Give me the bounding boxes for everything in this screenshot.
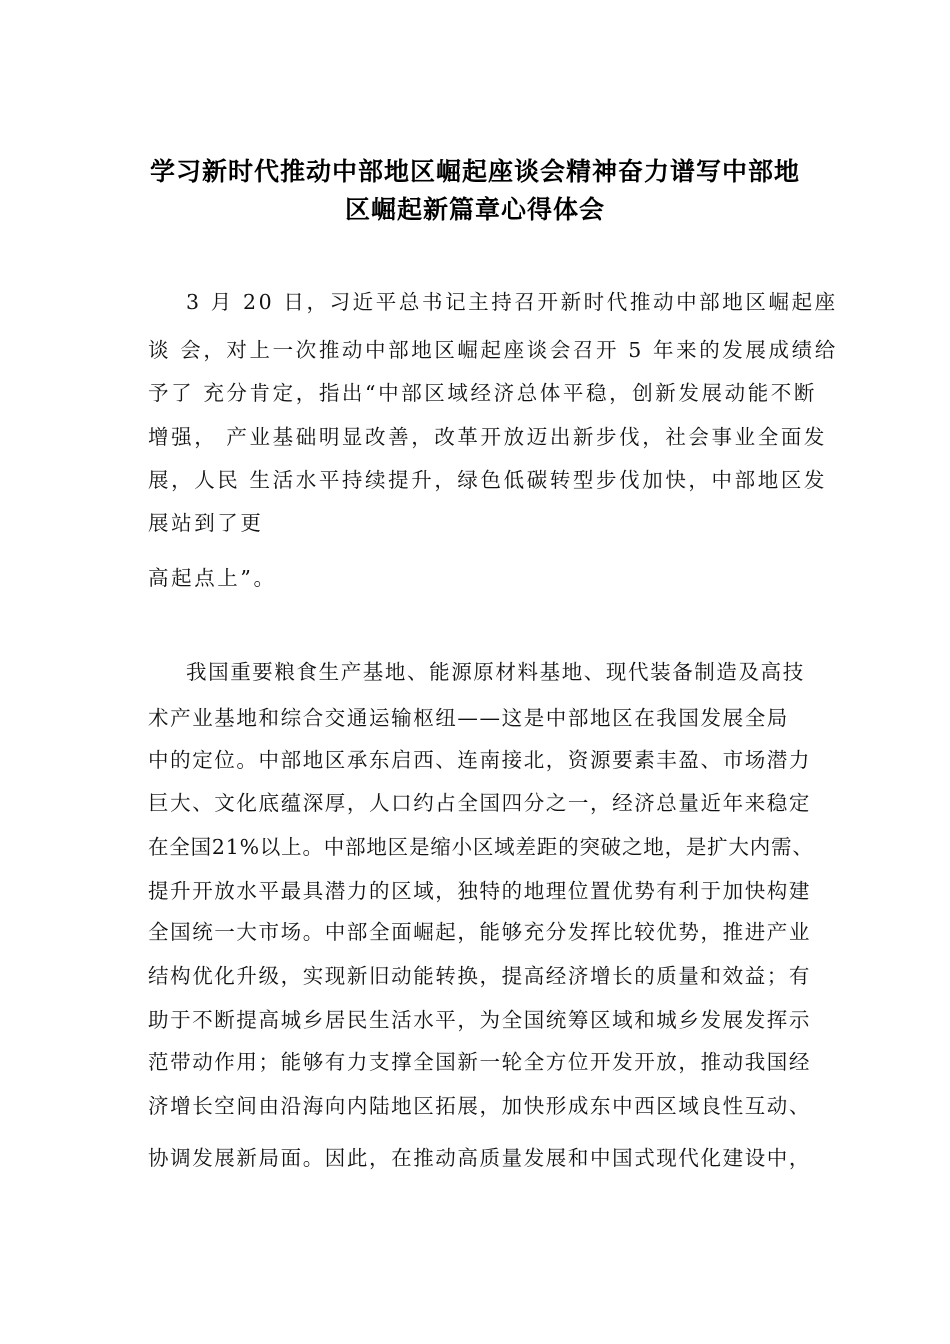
paragraph-1-line-7: 高起点上”。: [148, 566, 277, 590]
paragraph-1-line-1: 3 月 20 日，习近平总书记主持召开新时代推动中部地区崛起座: [186, 290, 838, 314]
paragraph-2-line-9: 助于不断提高城乡居民生活水平，为全国统筹区域和城乡发展发挥示: [148, 1008, 811, 1032]
paragraph-2-line-10: 范带动作用；能够有力支撑全国新一轮全方位开发开放，推动我国经: [148, 1050, 811, 1074]
paragraph-1-line-4: 增强， 产业基础明显改善，改革开放迈出新步伐，社会事业全面发: [148, 425, 828, 449]
paragraph-1-line-6: 展站到了更: [148, 511, 264, 535]
paragraph-2-line-3: 中的定位。中部地区承东启西、连南接北，资源要素丰盈、市场潜力: [148, 748, 811, 772]
paragraph-2-line-4: 巨大、文化底蕴深厚，人口约占全国四分之一，经济总量近年来稳定: [148, 791, 811, 815]
paragraph-2-line-6: 提升开放水平最具潜力的区域，独特的地理位置优势有利于加快构建: [148, 879, 811, 903]
paragraph-2-line-5: 在全国21%以上。中部地区是缩小区域差距的突破之地，是扩大内需、: [148, 835, 814, 859]
paragraph-2-line-1: 我国重要粮食生产基地、能源原材料基地、现代装备制造及高技: [186, 660, 805, 684]
paragraph-1-line-2: 谈 会，对上一次推动中部地区崛起座谈会召开 5 年来的发展成绩给: [148, 338, 838, 362]
paragraph-2-line-2: 术产业基地和综合交通运输枢纽——这是中部地区在我国发展全局: [148, 706, 789, 730]
document-title-line-2: 区崛起新篇章心得体会: [344, 195, 605, 224]
paragraph-1-line-5: 展，人民 生活水平持续提升，绿色低碳转型步伐加快，中部地区发: [148, 468, 828, 492]
paragraph-2-line-11: 济增长空间由沿海向内陆地区拓展，加快形成东中西区域良性互动、: [148, 1094, 811, 1118]
paragraph-2-line-12: 协调发展新局面。因此，在推动高质量发展和中国式现代化建设中，: [148, 1146, 811, 1170]
paragraph-2-line-7: 全国统一大市场。中部全面崛起，能够充分发挥比较优势，推进产业: [148, 920, 811, 944]
paragraph-1-line-3: 予了 充分肯定，指出“中部区域经济总体平稳，创新发展动能不断: [148, 381, 817, 405]
document-title-line-1: 学习新时代推动中部地区崛起座谈会精神奋力谱写中部地: [149, 157, 800, 186]
paragraph-2-line-8: 结构优化升级，实现新旧动能转换，提高经济增长的质量和效益；有: [148, 964, 811, 988]
